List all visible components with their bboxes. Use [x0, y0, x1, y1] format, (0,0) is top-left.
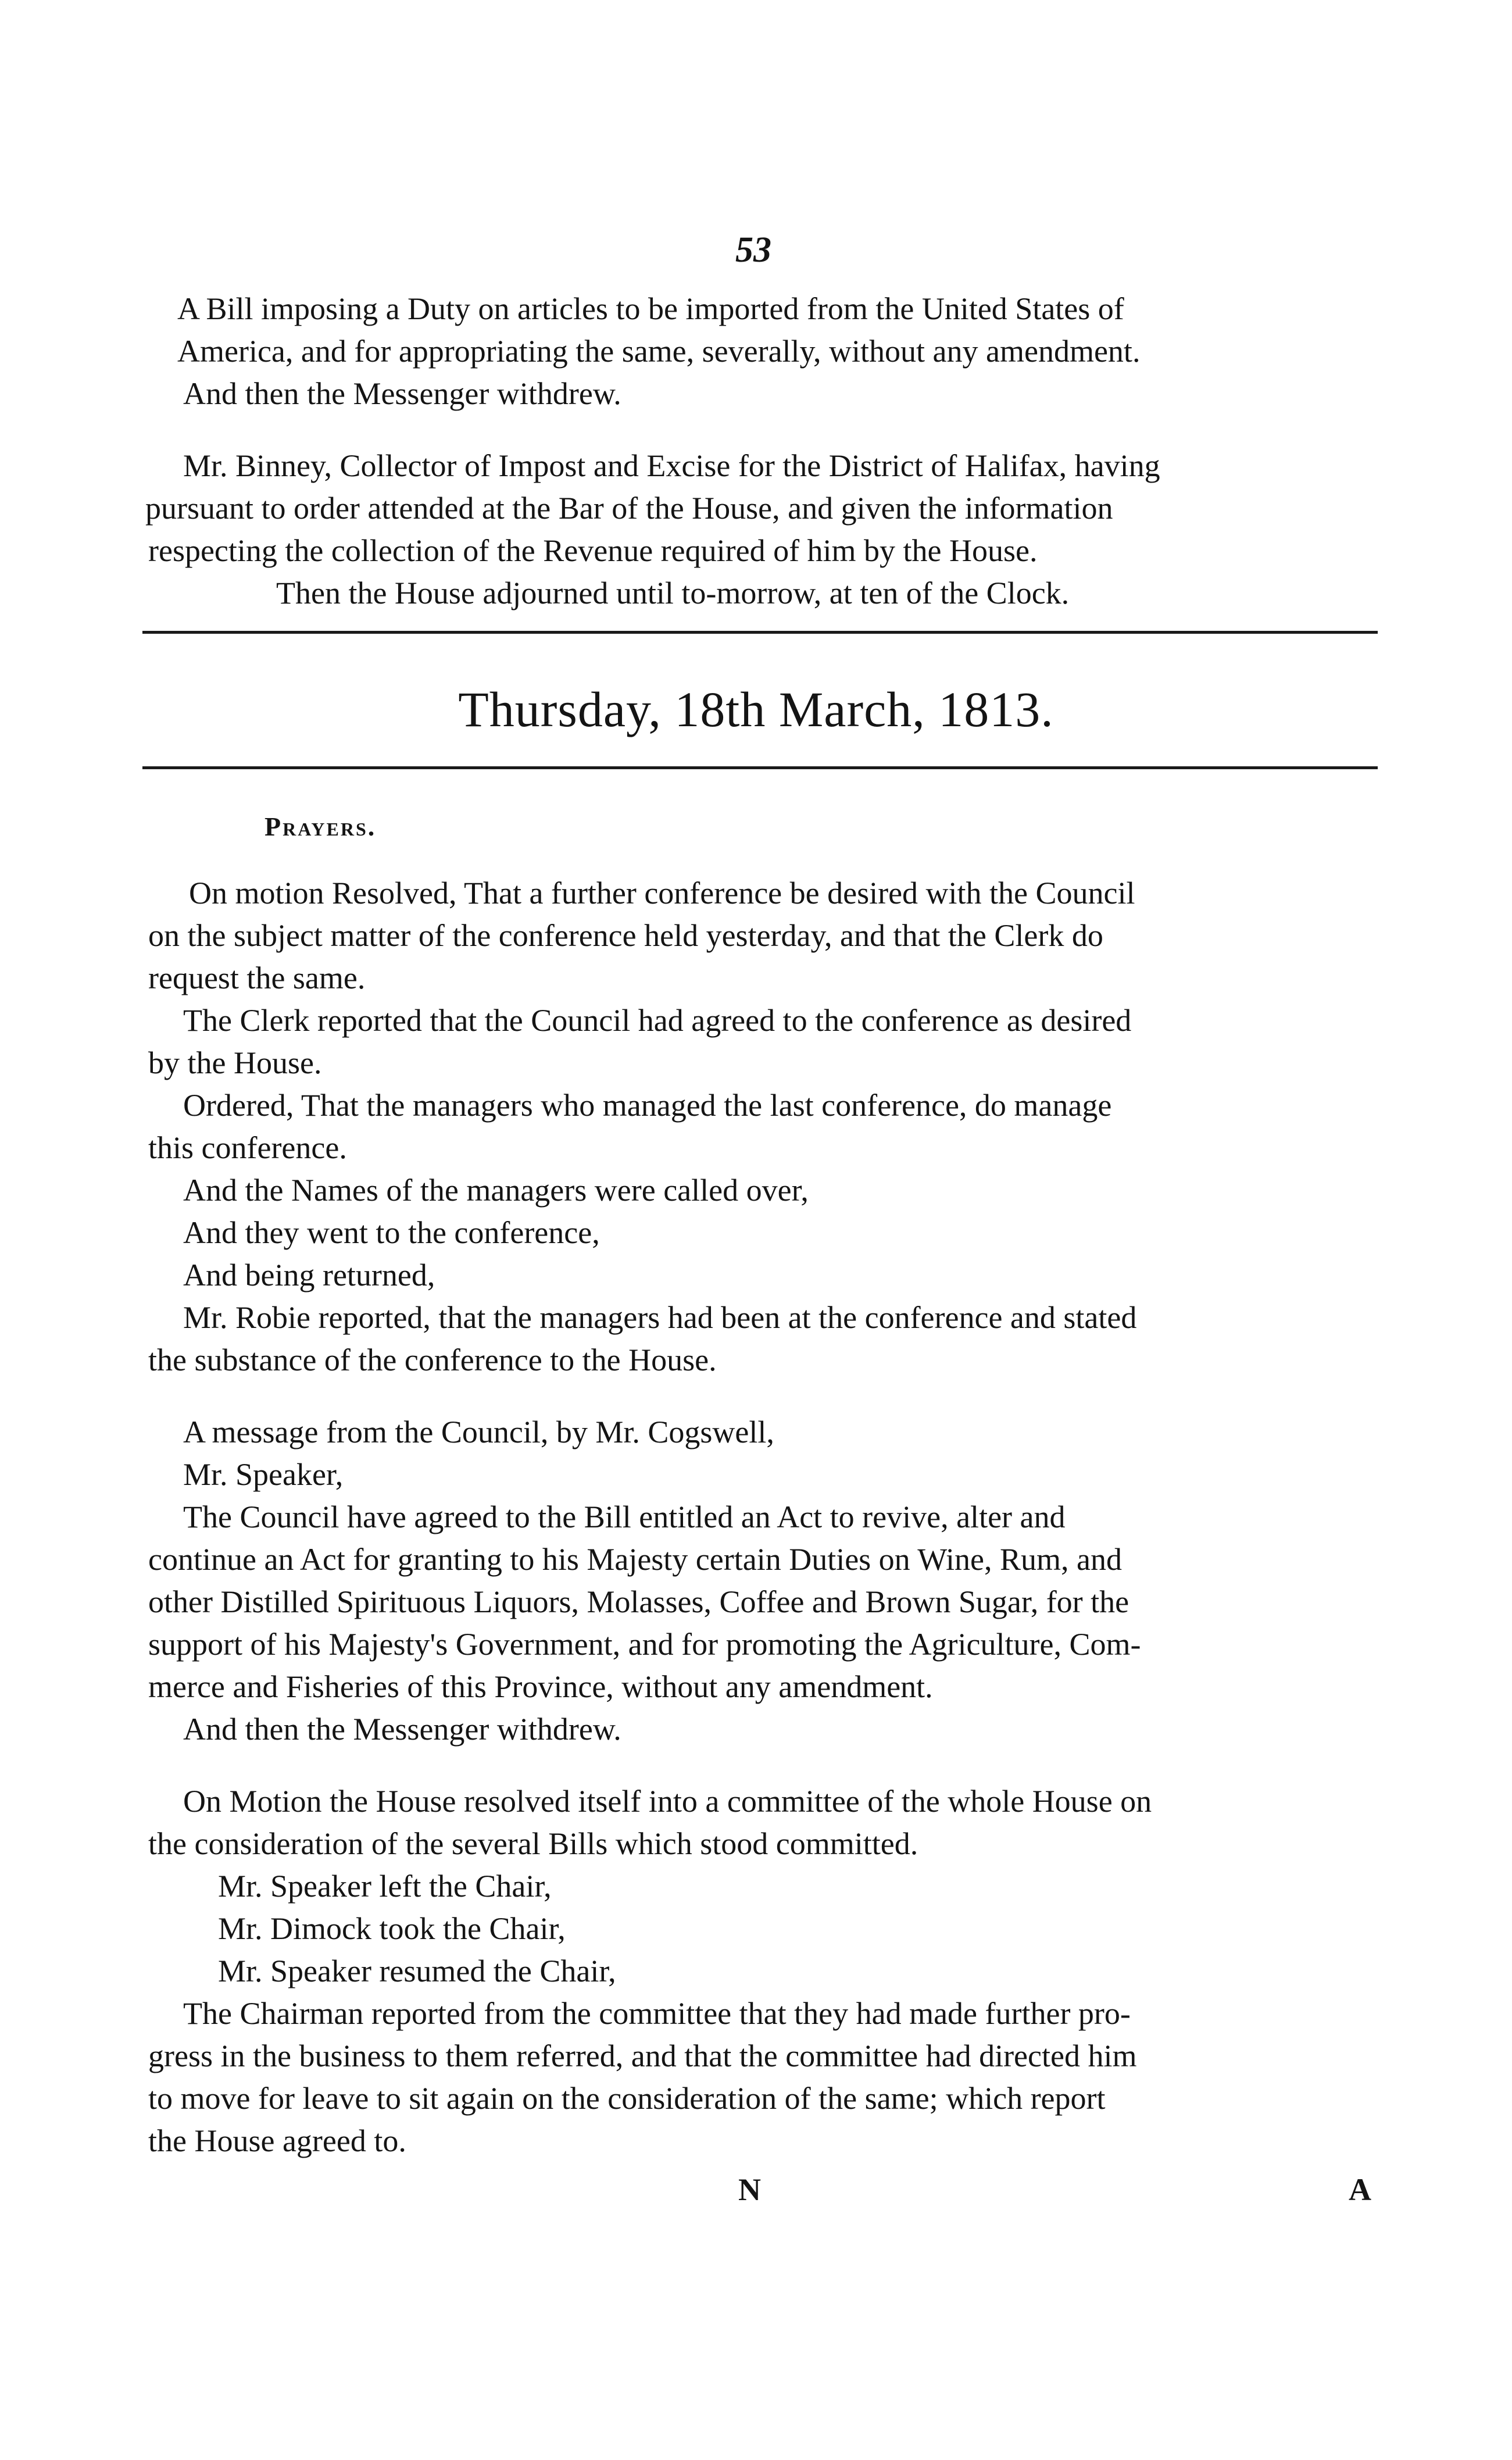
text-line: The Chairman reported from the committee that they had made further pro-: [183, 1996, 1131, 2031]
text-line: to move for leave to sit again on the consideration of the same; which report: [148, 2081, 1106, 2116]
catchword: A: [1349, 2172, 1371, 2207]
signature-mark: N: [738, 2172, 761, 2207]
text-line: America, and for appropriating the same, severally, without any amendment.: [177, 334, 1141, 369]
text-line: on the subject matter of the conference held yesterday, and that the Clerk do: [148, 918, 1103, 953]
text-line: And being returned,: [183, 1258, 435, 1293]
rule-bottom: [142, 766, 1378, 769]
text-line: request the same.: [148, 961, 366, 995]
text-line: merce and Fisheries of this Province, without any amendment.: [148, 1669, 933, 1704]
text-line: by the House.: [148, 1045, 322, 1080]
text-line: And they went to the conference,: [183, 1215, 600, 1250]
text-line: Ordered, That the managers who managed the last conference, do manage: [183, 1088, 1112, 1123]
text-line: The Council have agreed to the Bill entitled an Act to revive, alter and: [183, 1499, 1066, 1534]
text-line: this conference.: [148, 1130, 347, 1165]
text-line: gress in the business to them referred, and that the committee had directed him: [148, 2038, 1137, 2073]
text-line: And the Names of the managers were called over,: [183, 1173, 809, 1208]
text-line: Mr. Speaker,: [183, 1457, 344, 1492]
text-line: Then the House adjourned until to-morrow, at ten of the Clock.: [276, 576, 1070, 610]
text-line: continue an Act for granting to his Majesty certain Duties on Wine, Rum, and: [148, 1542, 1122, 1577]
page-number: 53: [735, 230, 771, 270]
text-line: On motion Resolved, That a further conference be desired with the Council: [189, 876, 1135, 911]
text-line: A message from the Council, by Mr. Cogswell,: [183, 1415, 774, 1449]
text-line: A Bill imposing a Duty on articles to be imported from the United States of: [177, 291, 1124, 326]
text-line: respecting the collection of the Revenue required of him by the House.: [148, 533, 1038, 568]
text-line: the substance of the conference to the House.: [148, 1343, 717, 1377]
text-line: support of his Majesty's Government, and for promoting the Agriculture, Com-: [148, 1627, 1141, 1662]
text-line: pursuant to order attended at the Bar of the House, and given the information: [145, 491, 1113, 526]
text-line: Mr. Speaker resumed the Chair,: [218, 1954, 616, 1988]
text-line: And then the Messenger withdrew.: [183, 376, 621, 411]
text-line: other Distilled Spirituous Liquors, Molasses, Coffee and Brown Sugar, for the: [148, 1584, 1129, 1619]
text-line: The Clerk reported that the Council had agreed to the conference as desired: [183, 1003, 1132, 1038]
text-line: Mr. Binney, Collector of Impost and Excise for the District of Halifax, having: [183, 448, 1160, 483]
text-line: the House agreed to.: [148, 2123, 406, 2158]
text-line: the consideration of the several Bills which stood committed.: [148, 1826, 918, 1861]
text-line: Mr. Robie reported, that the managers had been at the conference and stated: [183, 1300, 1137, 1335]
text-line: On Motion the House resolved itself into a committee of the whole House on: [183, 1784, 1152, 1819]
date-heading: Thursday, 18th March, 1813.: [458, 681, 1054, 737]
rule-top: [142, 631, 1378, 634]
text-line: Mr. Dimock took the Chair,: [218, 1911, 566, 1946]
text-line: And then the Messenger withdrew.: [183, 1712, 621, 1747]
text-line: Mr. Speaker left the Chair,: [218, 1869, 552, 1904]
prayers-heading: Prayers.: [264, 812, 377, 841]
